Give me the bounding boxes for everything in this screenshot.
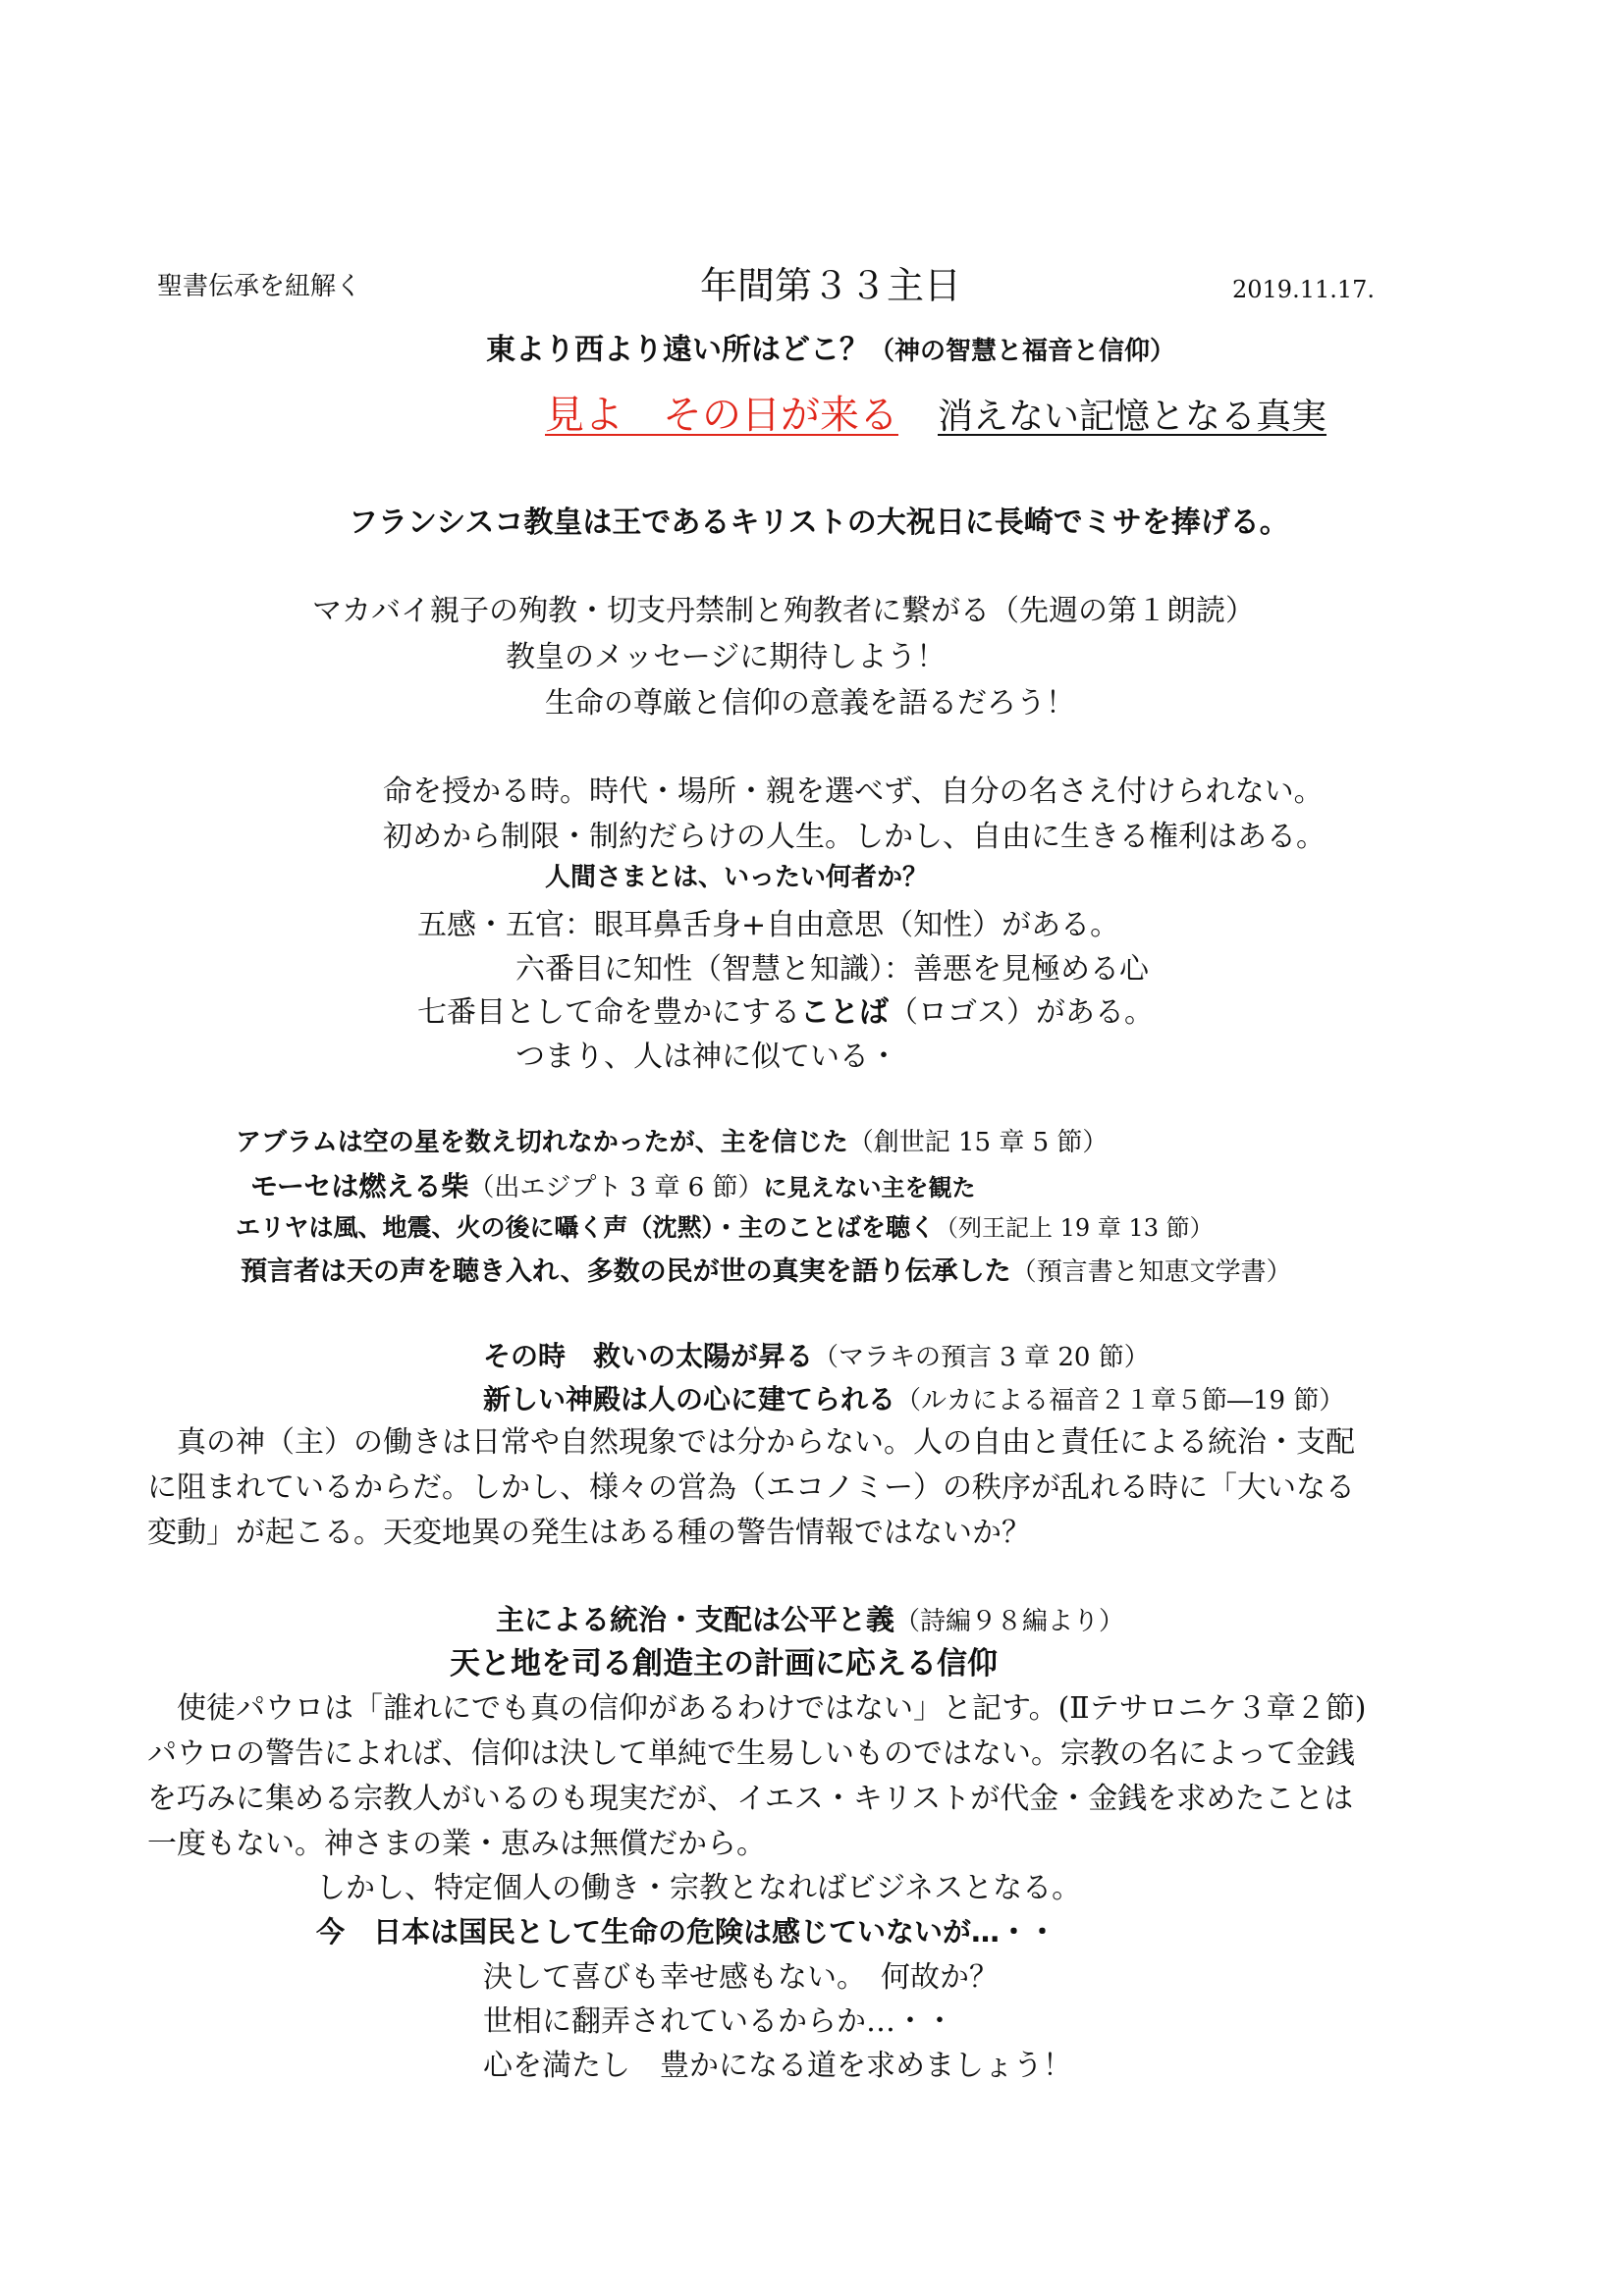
block5-head1-ref: （詩編９８編より）	[894, 1607, 1125, 1636]
block3-line	[241, 1256, 1292, 1288]
block2-line: 五感・五官：眼耳鼻舌身+自由意思（知性）がある。	[417, 908, 1120, 942]
block3-bold: 預言者は天の声を聴き入れ、多数の民が世の真実を語り伝承した	[241, 1256, 1011, 1287]
block2-line	[417, 996, 1154, 1031]
series-label: 聖書伝承を紐解く	[157, 272, 362, 301]
block5-para-line: 一度もない。神さまの業・恵みは無償だから。	[147, 1827, 766, 1861]
block4-head	[483, 1384, 1344, 1416]
closing-line: 決して喜びも幸せ感もない。 何故か？	[483, 1960, 999, 1995]
block2-line: 命を授かる時。時代・場所・親を選べず、自分の名さえ付けられない。	[383, 774, 1324, 809]
block3-ref: （列王記上 19 章 13 節）	[935, 1214, 1214, 1242]
block2-line: 六番目に知性（智慧と知識）：善悪を見極める心	[515, 952, 1149, 987]
block4-para-line: 変動」が起こる。天変地異の発生はある種の警告情報ではないか？	[147, 1516, 1031, 1550]
block5-para-line: 使徒パウロは「誰れにでも真の信仰があるわけではない」と記す。(Ⅱテサロニケ３章２節)	[147, 1691, 1367, 1726]
block5-japan-line: 今 日本は国民として生命の危険は感じていないが…・・	[316, 1915, 1057, 1949]
block3-bold: エリヤは風、地震、火の後に囁く声（沈黙）・主のことばを聴く	[236, 1213, 936, 1242]
block5-head1-bold: 主による統治・支配は公平と義	[496, 1603, 895, 1636]
page-title: 年間第３３主日	[700, 264, 962, 307]
block4-head1-ref: （マラキの預言 3 章 20 節）	[813, 1343, 1150, 1372]
block1-line: 生命の尊厳と信仰の意義を語るだろう！	[545, 686, 1075, 721]
subtitle	[486, 334, 1175, 368]
block5-para-line: を巧みに集める宗教人がいるのも現実だが、イエス・キリストが代金・金銭を求めたことは	[147, 1782, 1354, 1816]
block3-ref: （創世記 15 章 5 節）	[847, 1128, 1109, 1157]
block2-line: 初めから制限・制約だらけの人生。しかし、自由に生きる権利はある。	[383, 820, 1326, 854]
block4-para-line: に阻まれているからだ。しかし、様々の営為（エコノミー）の秩序が乱れる時に「大いなる	[147, 1470, 1355, 1505]
block3-line	[250, 1171, 975, 1203]
block5-para-line: パウロの警告によれば、信仰は決して単純で生易しいものではない。宗教の名によって金銭	[147, 1736, 1355, 1771]
block3-bold: アブラムは空の星を数え切れなかったが、主を信じた	[236, 1128, 848, 1157]
headline-red: 見よ その日が来る	[545, 393, 898, 438]
block2-line6-a: 七番目として命を豊かにする	[417, 995, 800, 1030]
closing-line: 世相に翻弄されているからか…・・	[483, 2004, 954, 2039]
block1-line: マカバイ親子の殉教・切支丹禁制と殉教者に繋がる（先週の第１朗読）	[312, 594, 1255, 628]
block3-bold: モーセは燃える柴	[250, 1170, 469, 1202]
block2-line6-b: ことば	[800, 995, 889, 1030]
block3-tail: に見えない主を観た	[763, 1174, 976, 1201]
block4-head2-bold: 新しい神殿は人の心に建てられる	[483, 1383, 896, 1415]
headline	[545, 393, 1326, 438]
block1-line: 教皇のメッセージに期待しよう！	[506, 640, 947, 674]
subtitle-main: 東より西より遠い所はどこ？	[486, 333, 869, 367]
closing-line: 心を満たし 豊かになる道を求めましょう！	[483, 2049, 1072, 2083]
block2-line: つまり、人は神に似ている・	[515, 1040, 898, 1074]
block4-head1-bold: その時 救いの太陽が昇る	[483, 1340, 814, 1372]
block3-line	[236, 1129, 1108, 1158]
block3-ref: （預言書と知恵文学書）	[1010, 1257, 1292, 1287]
block4-para-line: 真の神（主）の働きは日常や自然現象では分からない。人の自由と責任による統治・支配	[147, 1425, 1355, 1460]
subtitle-paren: （神の智慧と福音と信仰）	[869, 337, 1176, 366]
block5-business-line: しかし、特定個人の働き・宗教となればビジネスとなる。	[316, 1871, 1082, 1905]
block4-head2-ref: （ルカによる福音２１章５節―19 節）	[895, 1386, 1345, 1415]
block4-head	[483, 1341, 1150, 1373]
block3-line	[236, 1214, 1214, 1243]
block3-ref: （出エジプト 3 章 6 節）	[468, 1173, 764, 1202]
block5-head	[496, 1604, 1124, 1637]
headline-black: 消えない記憶となる真実	[938, 397, 1327, 437]
block2-question: 人間さまとは、いったい何者か？	[545, 863, 929, 892]
block2-line6-c: （ロゴス）がある。	[889, 995, 1154, 1030]
lead-text: フランシスコ教皇は王であるキリストの大祝日に長崎でミサを捧げる。	[349, 506, 1289, 540]
block5-head2: 天と地を司る創造主の計画に応える信仰	[450, 1646, 998, 1682]
date-label: 2019.11.17.	[1232, 276, 1376, 303]
